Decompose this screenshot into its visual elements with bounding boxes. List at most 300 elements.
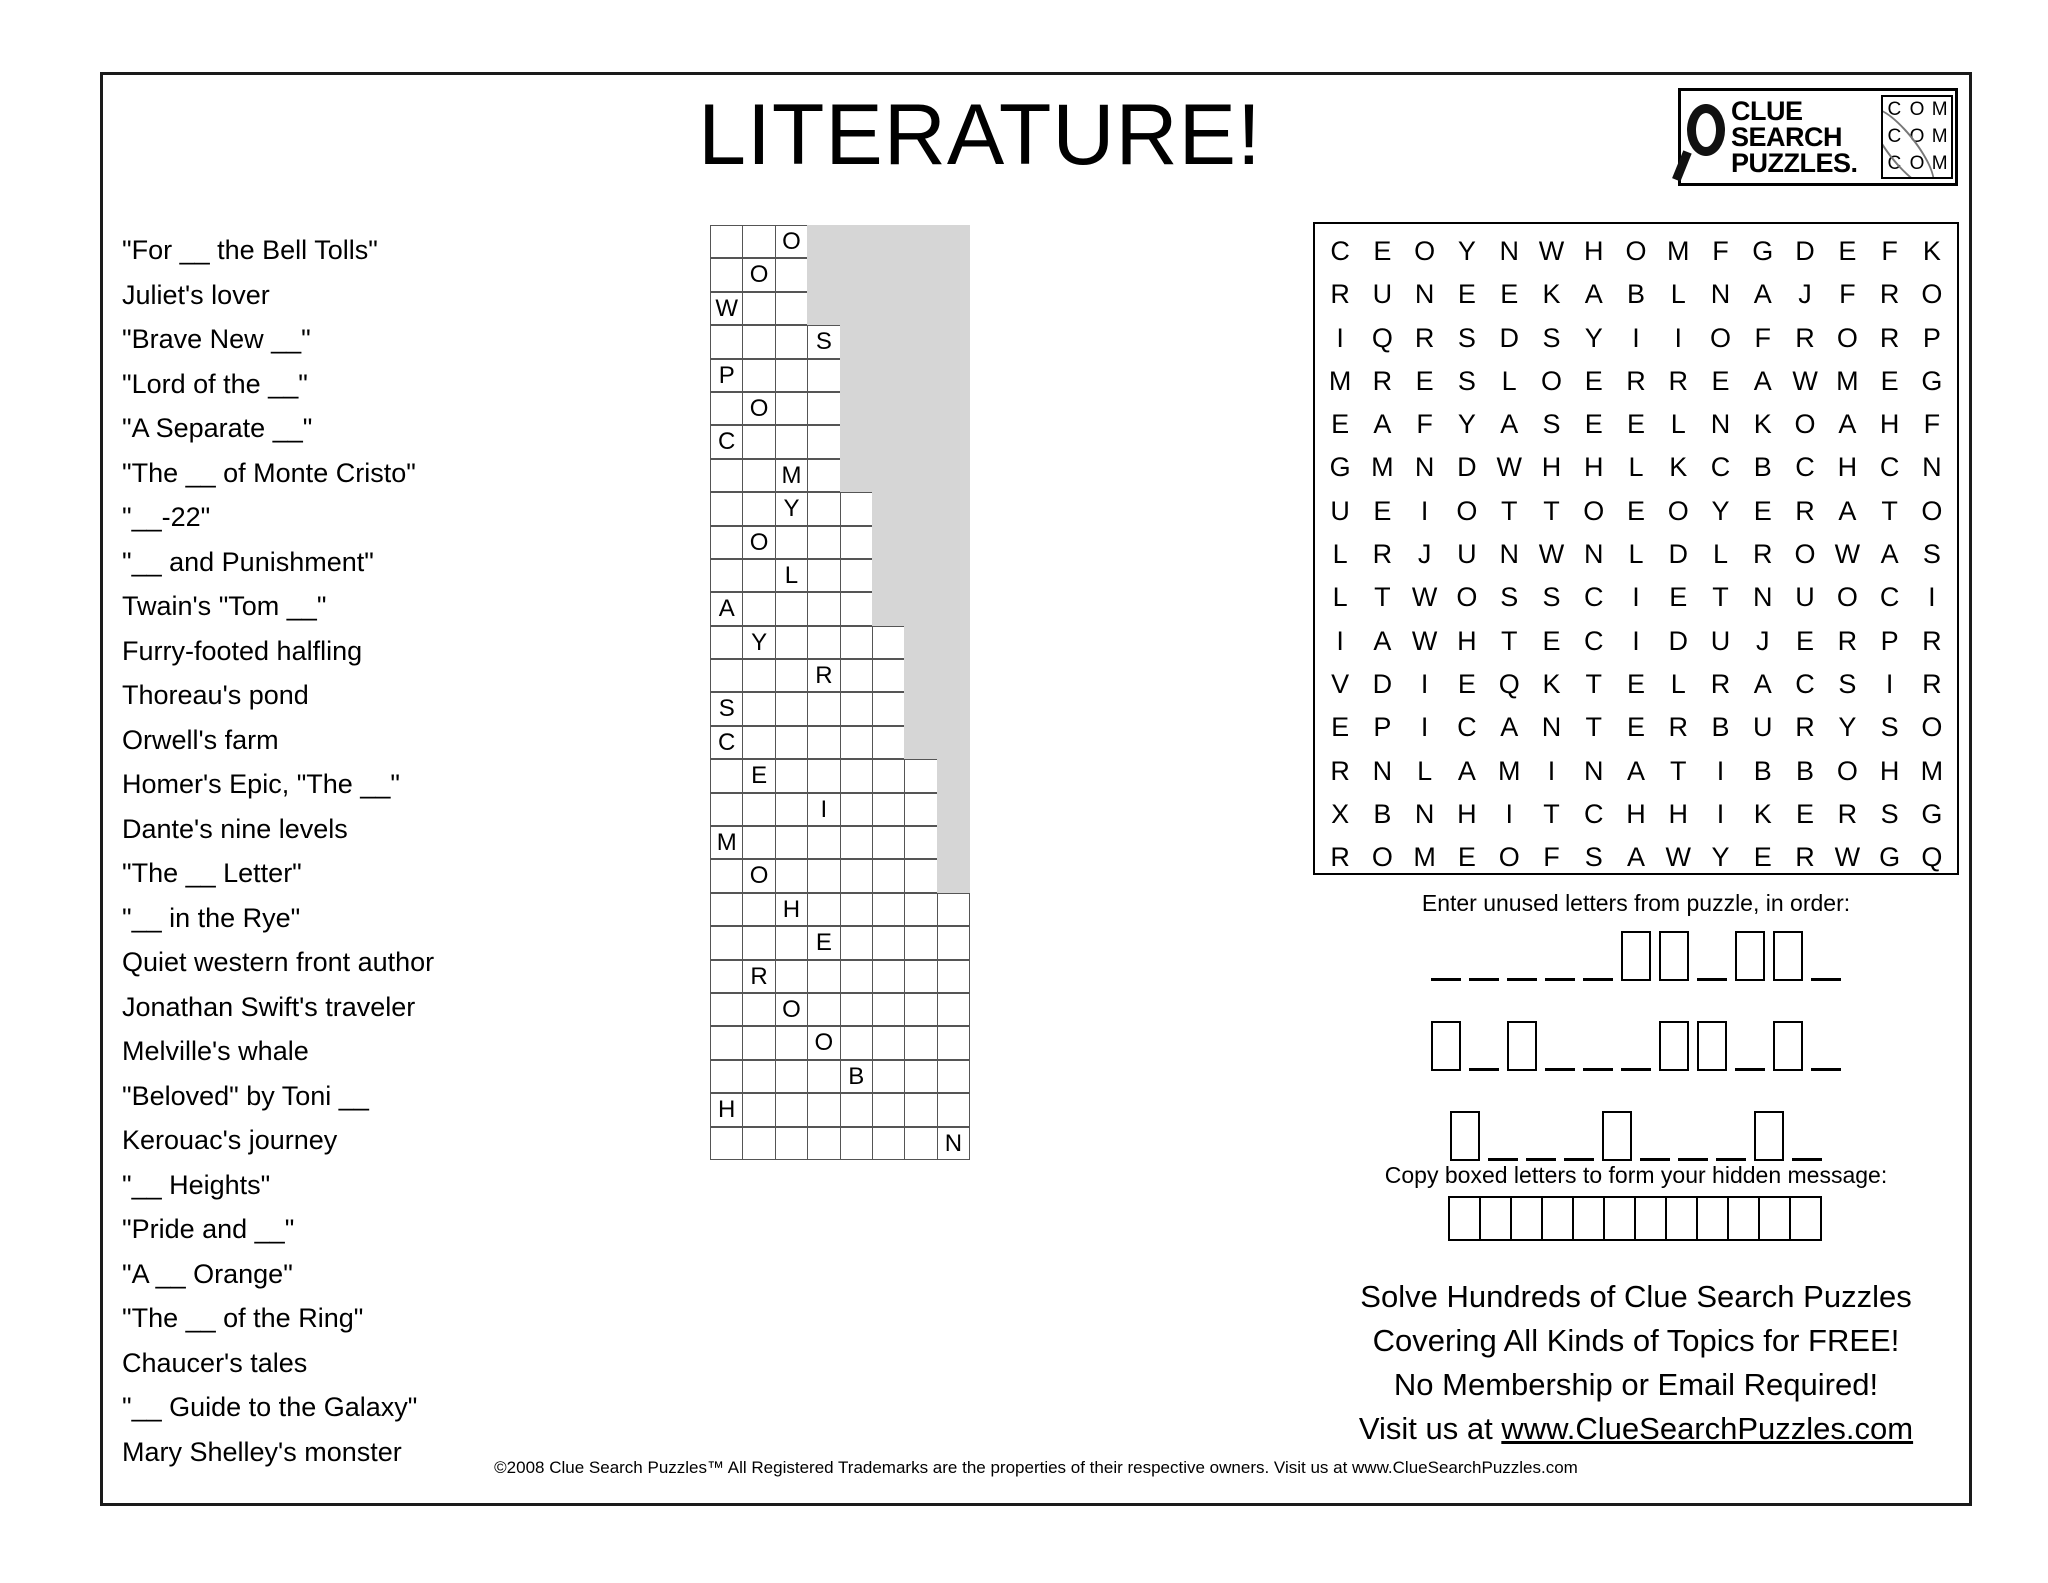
staircase-cell[interactable] [840,592,873,625]
wordsearch-letter[interactable]: W [1834,539,1861,570]
wordsearch-letter[interactable]: K [1669,452,1688,483]
wordsearch-letter[interactable]: I [1716,798,1725,829]
wordsearch-letter[interactable]: S [1922,539,1941,570]
staircase-cell[interactable] [872,793,905,826]
wordsearch-letter[interactable]: V [1331,668,1350,699]
staircase-cell[interactable]: B [840,1060,873,1093]
staircase-cell[interactable] [807,1127,840,1160]
unused-letter-blank[interactable] [1545,978,1575,981]
wordsearch-letter[interactable]: H [1879,755,1900,786]
wordsearch-letter[interactable]: O [1710,322,1732,353]
staircase-cell[interactable] [807,692,840,725]
wordsearch-letter[interactable]: E [1584,365,1603,396]
staircase-cell[interactable] [807,392,840,425]
unused-letter-blank[interactable] [1678,1158,1708,1161]
wordsearch-letter[interactable]: H [1457,798,1477,829]
wordsearch-letter[interactable]: U [1710,625,1731,656]
staircase-cell[interactable]: C [710,726,743,759]
wordsearch-letter[interactable]: W [1834,842,1861,873]
unused-letter-box[interactable] [1773,1021,1803,1071]
wordsearch-letter[interactable]: R [1626,365,1646,396]
staircase-cell[interactable] [904,1026,937,1059]
staircase-cell[interactable] [840,559,873,592]
staircase-cell[interactable] [807,826,840,859]
staircase-cell[interactable] [775,659,808,692]
wordsearch-letter[interactable]: A [1584,279,1603,310]
wordsearch-letter[interactable]: A [1500,409,1519,440]
unused-letter-box[interactable] [1773,931,1803,981]
wordsearch-letter[interactable]: A [1880,539,1899,570]
staircase-cell[interactable] [710,1060,743,1093]
staircase-cell[interactable] [840,1026,873,1059]
staircase-cell[interactable] [775,960,808,993]
wordsearch-letter[interactable]: R [1922,668,1942,699]
wordsearch-letter[interactable]: N [1922,452,1942,483]
wordsearch-letter[interactable]: H [1583,452,1604,483]
staircase-cell[interactable] [742,359,775,392]
staircase-cell[interactable] [807,893,840,926]
staircase-cell[interactable]: E [742,759,775,792]
unused-letters-line-2[interactable] [1313,1015,1959,1071]
wordsearch-letter[interactable]: Y [1584,322,1603,353]
wordsearch-letter[interactable]: E [1373,236,1392,266]
wordsearch-letter[interactable]: R [1795,495,1815,526]
wordsearch-letter[interactable]: I [1336,322,1344,353]
wordsearch-letter[interactable]: L [1332,582,1348,613]
wordsearch-letter[interactable]: L [1713,539,1729,570]
staircase-cell[interactable] [775,859,808,892]
wordsearch-letter[interactable]: N [1499,539,1519,570]
wordsearch-letter[interactable]: A [1500,712,1519,743]
wordsearch-letter[interactable]: O [1836,322,1858,353]
staircase-cell[interactable] [807,993,840,1026]
wordsearch-letter[interactable]: M [1497,755,1521,786]
staircase-cell[interactable] [807,859,840,892]
staircase-cell[interactable] [742,659,775,692]
wordsearch-letter[interactable]: B [1796,755,1815,786]
wordsearch-letter[interactable]: I [1928,582,1936,613]
staircase-cell[interactable] [742,592,775,625]
wordsearch-letter[interactable]: G [1752,236,1774,266]
wordsearch-letter[interactable]: R [1922,625,1942,656]
wordsearch-letter[interactable]: T [1585,712,1602,743]
hidden-message-box[interactable] [1758,1196,1791,1241]
wordsearch-letter[interactable]: R [1330,755,1350,786]
wordsearch-letter[interactable]: N [1499,236,1519,266]
staircase-cell[interactable] [775,926,808,959]
wordsearch-letter[interactable]: D [1499,322,1519,353]
wordsearch-letter[interactable]: S [1542,409,1561,440]
staircase-cell[interactable]: S [807,325,840,358]
staircase-cell[interactable] [742,1127,775,1160]
wordsearch-letter[interactable]: U [1330,495,1350,526]
staircase-cell[interactable] [710,559,743,592]
staircase-cell[interactable] [840,926,873,959]
wordsearch-letter[interactable]: D [1668,625,1688,656]
wordsearch-letter[interactable]: A [1457,755,1476,786]
staircase-cell[interactable] [775,592,808,625]
staircase-cell[interactable] [775,1127,808,1160]
wordsearch-letter[interactable]: L [1628,539,1644,570]
wordsearch-letter[interactable]: D [1372,668,1393,699]
wordsearch-letter[interactable]: O [1667,495,1689,526]
staircase-cell[interactable] [775,1093,808,1126]
wordsearch-letter[interactable]: W [1538,236,1565,266]
wordsearch-letter[interactable]: I [1632,582,1640,613]
staircase-cell[interactable] [904,859,937,892]
wordsearch-letter[interactable]: T [1500,625,1518,656]
staircase-cell[interactable] [775,325,808,358]
wordsearch-letter[interactable]: R [1372,365,1393,396]
wordsearch-letter[interactable]: N [1710,279,1731,310]
unused-letter-blank[interactable] [1564,1158,1594,1161]
unused-letter-blank[interactable] [1526,1158,1556,1161]
hidden-message-box[interactable] [1696,1196,1729,1241]
staircase-cell[interactable] [807,492,840,525]
wordsearch-letter[interactable]: B [1626,279,1645,310]
wordsearch-letter[interactable]: L [1670,668,1686,699]
wordsearch-letter[interactable]: J [1798,279,1812,310]
wordsearch-letter[interactable]: O [1794,409,1816,440]
staircase-cell[interactable] [710,459,743,492]
wordsearch-letter[interactable]: G [1921,365,1943,396]
wordsearch-letter[interactable]: A [1626,842,1645,873]
staircase-cell[interactable] [742,1060,775,1093]
wordsearch-letter[interactable]: A [1753,279,1772,310]
staircase-cell[interactable] [872,726,905,759]
unused-letter-blank[interactable] [1811,978,1841,981]
wordsearch-letter[interactable]: G [1879,842,1901,873]
wordsearch-letter[interactable]: E [1796,798,1815,829]
staircase-cell[interactable] [710,392,743,425]
wordsearch-letter[interactable]: S [1457,322,1476,353]
wordsearch-letter[interactable]: C [1710,452,1731,483]
staircase-cell[interactable] [937,960,970,993]
wordsearch-letter[interactable]: I [1885,668,1894,699]
staircase-cell[interactable] [775,392,808,425]
staircase-cell[interactable] [807,1060,840,1093]
unused-letter-box[interactable] [1735,931,1765,981]
staircase-cell[interactable] [904,1093,937,1126]
unused-letter-box[interactable] [1450,1111,1480,1161]
wordsearch-letter[interactable]: M [1920,755,1944,786]
wordsearch-letter[interactable]: K [1753,409,1772,440]
staircase-cell[interactable]: C [710,425,743,458]
wordsearch-letter[interactable]: F [1416,409,1433,440]
staircase-cell[interactable] [807,359,840,392]
wordsearch-letter[interactable]: O [1921,279,1943,310]
wordsearch-letter[interactable]: B [1711,712,1730,743]
wordsearch-letter[interactable]: S [1880,712,1899,743]
wordsearch-letter[interactable]: E [1711,365,1730,396]
staircase-cell[interactable] [807,726,840,759]
wordsearch-letter[interactable]: E [1838,236,1857,266]
staircase-cell[interactable] [904,1060,937,1093]
promo-website-link[interactable]: www.ClueSearchPuzzles.com [1501,1411,1914,1446]
wordsearch-letter[interactable]: S [1542,582,1561,613]
wordsearch-letter[interactable]: O [1540,365,1562,396]
wordsearch-letter[interactable]: E [1331,712,1350,743]
wordsearch-letter[interactable]: T [1374,582,1391,613]
unused-letter-blank[interactable] [1792,1158,1822,1161]
staircase-cell[interactable] [807,626,840,659]
staircase-cell[interactable] [904,893,937,926]
wordsearch-letter[interactable]: W [1496,452,1522,483]
wordsearch-letter[interactable]: E [1880,365,1899,396]
staircase-cell[interactable] [807,425,840,458]
wordsearch-letter[interactable]: A [1753,668,1772,699]
wordsearch-letter[interactable]: R [1795,712,1815,743]
wordsearch-letter[interactable]: X [1331,798,1350,829]
wordsearch-letter[interactable]: U [1372,279,1393,310]
wordsearch-letter[interactable]: Y [1838,712,1857,743]
staircase-cell[interactable] [840,492,873,525]
staircase-cell[interactable] [710,1127,743,1160]
wordsearch-letter[interactable]: I [1420,495,1429,526]
wordsearch-letter[interactable]: E [1626,712,1645,743]
wordsearch-letter[interactable]: R [1330,279,1350,310]
wordsearch-letter[interactable]: A [1373,409,1392,440]
staircase-cell[interactable]: E [807,926,840,959]
wordsearch-letter[interactable]: T [1881,495,1898,526]
staircase-cell[interactable] [710,893,743,926]
wordsearch-letter[interactable]: L [1501,365,1517,396]
staircase-cell[interactable] [840,826,873,859]
staircase-cell[interactable] [807,459,840,492]
wordsearch-letter[interactable]: O [1456,582,1478,613]
wordsearch-letter[interactable]: I [1420,668,1429,699]
wordsearch-letter[interactable]: K [1542,279,1561,310]
wordsearch-letter[interactable]: B [1373,798,1392,829]
staircase-cell[interactable] [904,1127,937,1160]
staircase-cell[interactable] [742,993,775,1026]
wordsearch-letter[interactable]: E [1796,625,1815,656]
wordsearch-letter[interactable]: I [1716,755,1725,786]
wordsearch-letter[interactable]: W [1411,625,1438,656]
staircase-cell[interactable] [710,325,743,358]
staircase-cell[interactable] [775,359,808,392]
wordsearch-letter[interactable]: M [1328,365,1352,396]
staircase-cell[interactable] [710,626,743,659]
staircase-cell[interactable] [775,258,808,291]
staircase-cell[interactable]: P [710,359,743,392]
staircase-cell[interactable] [840,993,873,1026]
wordsearch-letter[interactable]: Q [1921,842,1943,873]
unused-letter-box[interactable] [1602,1111,1632,1161]
wordsearch-letter[interactable]: A [1626,755,1645,786]
staircase-cell[interactable] [775,526,808,559]
staircase-cell[interactable] [840,626,873,659]
staircase-cell[interactable] [872,626,905,659]
wordsearch-letter[interactable]: N [1414,279,1435,310]
staircase-cell[interactable]: S [710,692,743,725]
staircase-cell[interactable] [872,759,905,792]
wordsearch-letter[interactable]: C [1457,712,1477,743]
wordsearch-letter[interactable]: F [1754,322,1772,353]
wordsearch-letter[interactable]: O [1456,495,1478,526]
staircase-cell[interactable] [742,893,775,926]
staircase-cell[interactable] [807,759,840,792]
staircase-cell[interactable] [937,1093,970,1126]
unused-letter-blank[interactable] [1811,1068,1841,1071]
wordsearch-letter[interactable]: E [1753,495,1772,526]
wordsearch-letter[interactable]: L [1332,539,1348,570]
staircase-cell[interactable] [710,960,743,993]
staircase-cell[interactable] [840,759,873,792]
staircase-cell[interactable]: W [710,292,743,325]
staircase-cell[interactable]: O [742,859,775,892]
hidden-message-box[interactable] [1541,1196,1574,1241]
unused-letter-box[interactable] [1431,1021,1461,1071]
staircase-cell[interactable] [710,993,743,1026]
unused-letter-box[interactable] [1754,1111,1784,1161]
staircase-cell[interactable] [904,759,937,792]
wordsearch-letter[interactable]: L [1417,755,1433,786]
staircase-cell[interactable] [775,793,808,826]
hidden-message-box[interactable] [1448,1196,1481,1241]
staircase-cell[interactable] [872,859,905,892]
wordsearch-letter[interactable]: A [1373,625,1392,656]
wordsearch-letter[interactable]: R [1710,668,1731,699]
wordsearch-letter[interactable]: O [1921,712,1943,743]
wordsearch-letter[interactable]: N [1372,755,1393,786]
staircase-cell[interactable] [904,926,937,959]
wordsearch-letter[interactable]: I [1632,322,1640,353]
wordsearch-letter[interactable]: R [1668,712,1688,743]
staircase-cell[interactable] [872,692,905,725]
wordsearch-letter[interactable]: T [1543,798,1560,829]
wordsearch-letter[interactable]: H [1541,452,1562,483]
wordsearch-letter[interactable]: E [1753,842,1772,873]
wordsearch-letter[interactable]: I [1336,625,1344,656]
staircase-cell[interactable]: O [742,526,775,559]
staircase-cell[interactable] [775,1026,808,1059]
wordsearch-letter[interactable]: G [1329,452,1351,483]
wordsearch-letter[interactable]: E [1669,582,1688,613]
unused-letter-box[interactable] [1621,931,1651,981]
wordsearch-letter[interactable]: N [1583,755,1604,786]
staircase-cell[interactable] [710,759,743,792]
unused-letter-blank[interactable] [1431,978,1461,981]
staircase-cell[interactable] [807,559,840,592]
staircase-cell[interactable]: M [710,826,743,859]
unused-letter-blank[interactable] [1469,1068,1499,1071]
wordsearch-letter[interactable]: D [1668,539,1688,570]
wordsearch-letter[interactable]: W [1411,582,1438,613]
wordsearch-letter[interactable]: H [1837,452,1858,483]
wordsearch-letter[interactable]: O [1794,539,1816,570]
wordsearch-letter[interactable]: N [1414,452,1435,483]
wordsearch-letter[interactable]: R [1837,798,1858,829]
wordsearch-letter[interactable]: H [1583,236,1604,266]
wordsearch-letter[interactable]: W [1792,365,1818,396]
wordsearch-letter[interactable]: O [1414,236,1436,266]
wordsearch-letter[interactable]: C [1879,582,1900,613]
wordsearch-letter[interactable]: E [1626,495,1645,526]
staircase-cell[interactable] [937,893,970,926]
staircase-cell[interactable] [742,292,775,325]
staircase-cell[interactable] [872,659,905,692]
hidden-message-box[interactable] [1603,1196,1636,1241]
unused-letters-line-3[interactable] [1313,1105,1959,1161]
wordsearch-letter[interactable]: J [1417,539,1432,570]
wordsearch-letter[interactable]: I [1547,755,1556,786]
wordsearch-letter[interactable]: O [1836,755,1858,786]
unused-letter-blank[interactable] [1545,1068,1575,1071]
wordsearch-letter[interactable]: C [1879,452,1900,483]
wordsearch-letter[interactable]: O [1371,842,1393,873]
wordsearch-letter[interactable]: L [1670,409,1686,440]
wordsearch-letter[interactable]: O [1625,236,1647,266]
staircase-cell[interactable] [872,960,905,993]
staircase-cell[interactable] [840,1127,873,1160]
wordsearch-letter[interactable]: S [1584,842,1603,873]
wordsearch-letter[interactable]: F [1839,279,1856,310]
unused-letter-blank[interactable] [1697,978,1727,981]
unused-letters-line-1[interactable] [1313,925,1959,981]
wordsearch-letter[interactable]: M [1667,236,1690,266]
staircase-cell[interactable]: O [775,993,808,1026]
wordsearch-letter[interactable]: O [1583,495,1605,526]
hidden-message-box[interactable] [1479,1196,1512,1241]
wordsearch-letter[interactable]: M [1371,452,1394,483]
wordsearch-letter[interactable]: P [1922,322,1941,353]
wordsearch-letter[interactable]: R [1668,365,1688,396]
wordsearch-letter[interactable]: E [1500,279,1519,310]
staircase-cell[interactable] [937,993,970,1026]
staircase-cell[interactable] [775,425,808,458]
wordsearch-letter[interactable]: O [1921,495,1943,526]
wordsearch-letter[interactable]: A [1838,409,1857,440]
wordsearch-letter[interactable]: F [1543,842,1560,873]
staircase-cell[interactable] [872,1093,905,1126]
wordsearch-letter[interactable]: S [1542,322,1561,353]
wordsearch-letter[interactable]: O [1498,842,1520,873]
staircase-cell[interactable]: A [710,592,743,625]
wordsearch-letter[interactable]: T [1500,495,1518,526]
wordsearch-letter[interactable]: W [1665,842,1691,873]
staircase-cell[interactable] [840,1093,873,1126]
staircase-cell[interactable] [775,692,808,725]
unused-letter-box[interactable] [1507,1021,1537,1071]
unused-letter-blank[interactable] [1507,978,1537,981]
hidden-message-box[interactable] [1665,1196,1698,1241]
staircase-cell[interactable] [807,526,840,559]
staircase-cell[interactable] [937,1026,970,1059]
wordsearch-letter[interactable]: H [1626,798,1646,829]
wordsearch-letter[interactable]: T [1712,582,1729,613]
wordsearch-letter[interactable]: D [1457,452,1477,483]
staircase-cell[interactable]: I [807,793,840,826]
wordsearch-letter[interactable]: R [1330,842,1350,873]
wordsearch-letter[interactable]: A [1753,365,1772,396]
staircase-cell[interactable]: Y [775,492,808,525]
staircase-cell[interactable]: O [742,258,775,291]
staircase-cell[interactable] [710,225,743,258]
staircase-cell[interactable] [872,1026,905,1059]
staircase-cell[interactable] [840,726,873,759]
staircase-cell[interactable] [904,960,937,993]
staircase-cell[interactable] [710,859,743,892]
staircase-cell[interactable] [710,1026,743,1059]
staircase-cell[interactable] [710,659,743,692]
wordsearch-letter[interactable]: Y [1711,495,1730,526]
wordsearch-letter[interactable]: L [1670,279,1686,310]
wordsearch-letter[interactable]: R [1795,842,1815,873]
wordsearch-letter[interactable]: S [1838,668,1857,699]
wordsearch-letter[interactable]: M [1836,365,1859,396]
staircase-cell[interactable] [710,793,743,826]
